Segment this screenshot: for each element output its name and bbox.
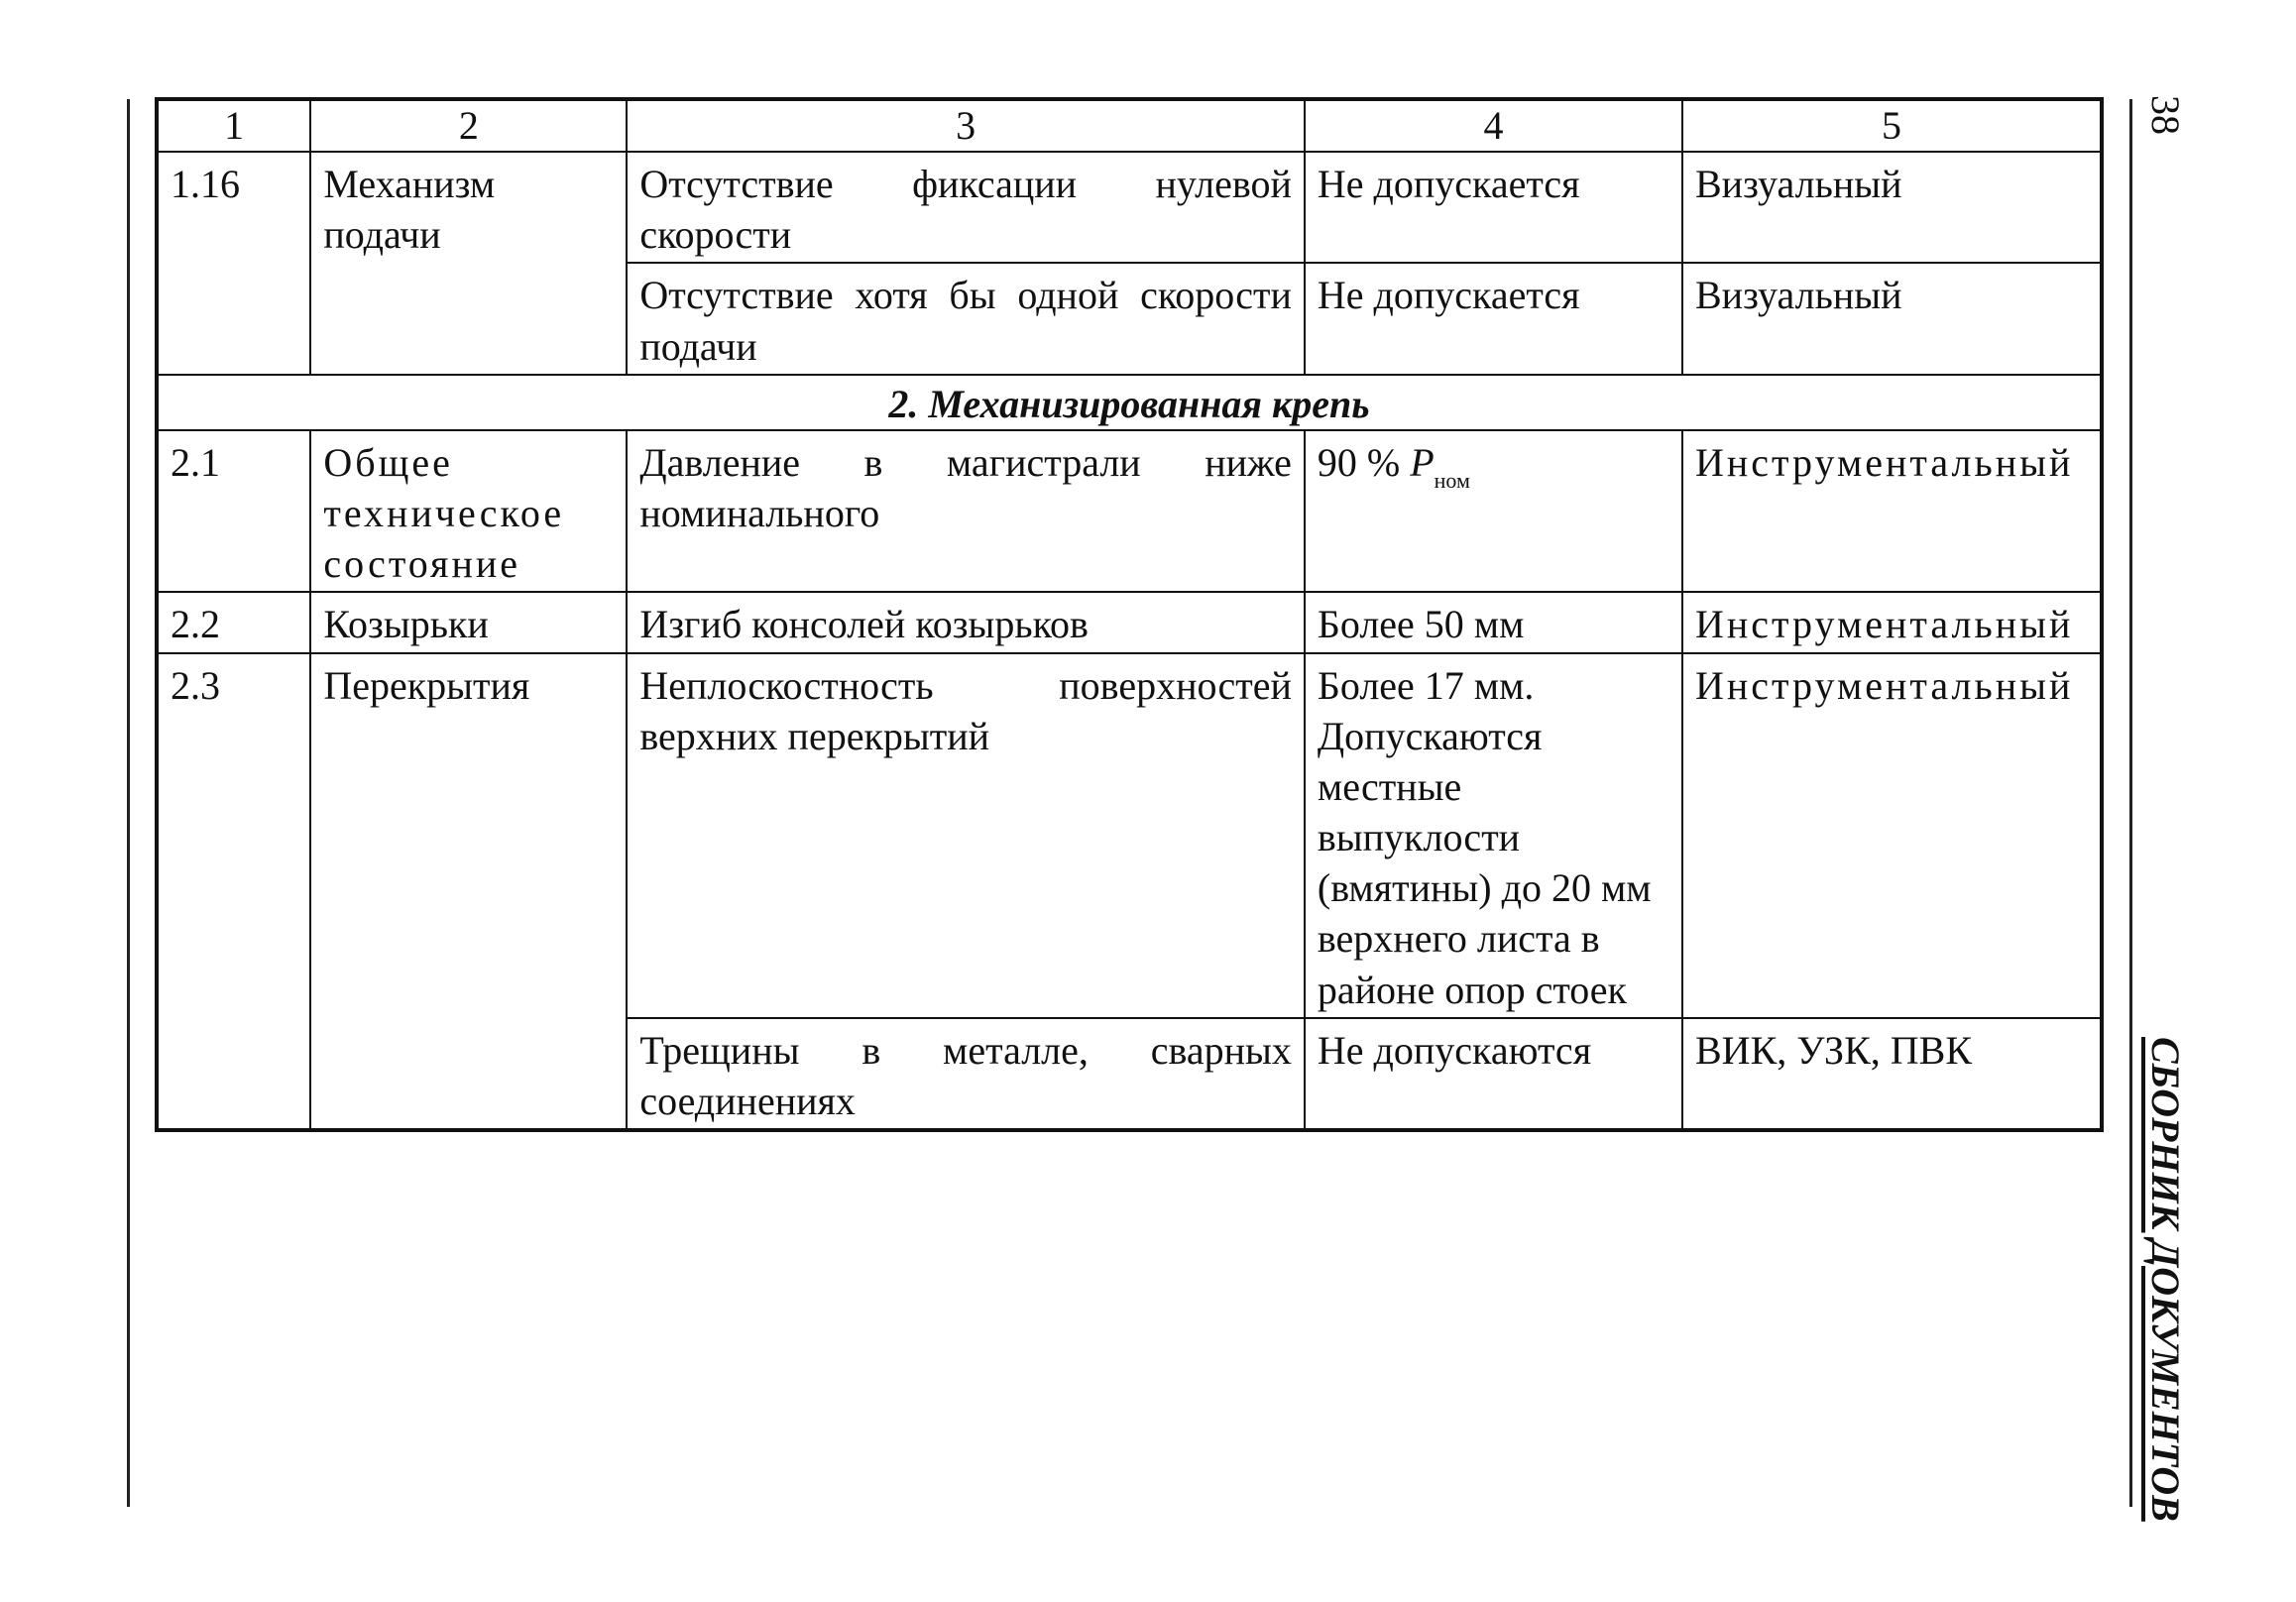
defect-limit <box>1305 430 1682 593</box>
defect-description: Отсутствие хотя бы одной скорости подачи <box>627 263 1305 374</box>
running-header <box>2135 95 2189 1522</box>
column-number-5: 5 <box>1682 99 2102 152</box>
column-number-4: 4 <box>1305 99 1682 152</box>
defect-description: Трещины в металле, сварных соединениях <box>627 1018 1305 1130</box>
inspection-method: Визуальный <box>1682 152 2102 263</box>
requirements-table <box>155 97 2104 1132</box>
element-name: Механизм подачи <box>310 152 627 375</box>
inspection-method: Инструментальный <box>1682 430 2102 593</box>
element-name: Перекрытия <box>310 653 627 1131</box>
defect-limit: Не допускаются <box>1305 1018 1682 1130</box>
defect-limit: Не допускается <box>1305 263 1682 374</box>
row-number: 2.3 <box>157 653 310 1131</box>
column-number-3: 3 <box>627 99 1305 152</box>
defect-limit: Более 17 мм. Допускаются местные выпуклости (вмятины) до 20 мм верхнего листа в районе опор стоек <box>1305 653 1682 1018</box>
defect-limit: Не допускается <box>1305 152 1682 263</box>
right-margin-rule <box>2129 99 2132 1507</box>
table-row <box>157 430 2102 593</box>
table-row <box>157 653 2102 1018</box>
row-number: 2.1 <box>157 430 310 593</box>
inspection-method: Визуальный <box>1682 263 2102 374</box>
row-number: 1.16 <box>157 152 310 375</box>
inspection-method: ВИК, УЗК, ПВК <box>1682 1018 2102 1130</box>
table-row <box>157 592 2102 652</box>
left-margin-rule <box>127 99 130 1507</box>
defect-description: Неплоскостность поверхностей верхних перекрытий <box>627 653 1305 1018</box>
collection-title: СБОРНИК ДОКУМЕНТОВ <box>2143 1037 2188 1522</box>
defect-description: Давление в магистрали ниже номинального <box>627 430 1305 593</box>
limit-value: 90 % <box>1317 439 1401 485</box>
element-name: Козырьки <box>310 592 627 652</box>
inspection-method: Инструментальный <box>1682 592 2102 652</box>
element-name: Общее техническое состояние <box>310 430 627 593</box>
column-number-1: 1 <box>157 99 310 152</box>
table-row <box>157 152 2102 263</box>
row-number: 2.2 <box>157 592 310 652</box>
inspection-method: Инструментальный <box>1682 653 2102 1018</box>
limit-symbol: P <box>1410 439 1435 485</box>
section-title: 2. Механизированная крепь <box>157 375 2102 430</box>
page-number: 38 <box>2143 95 2188 135</box>
defect-description: Отсутствие фиксации нулевой скорости <box>627 152 1305 263</box>
defect-limit: Более 50 мм <box>1305 592 1682 652</box>
section-row <box>157 375 2102 430</box>
column-number-2: 2 <box>310 99 627 152</box>
column-number-row <box>157 99 2102 152</box>
defect-description: Изгиб консолей козырьков <box>627 592 1305 652</box>
limit-subscript: ном <box>1434 467 1470 493</box>
